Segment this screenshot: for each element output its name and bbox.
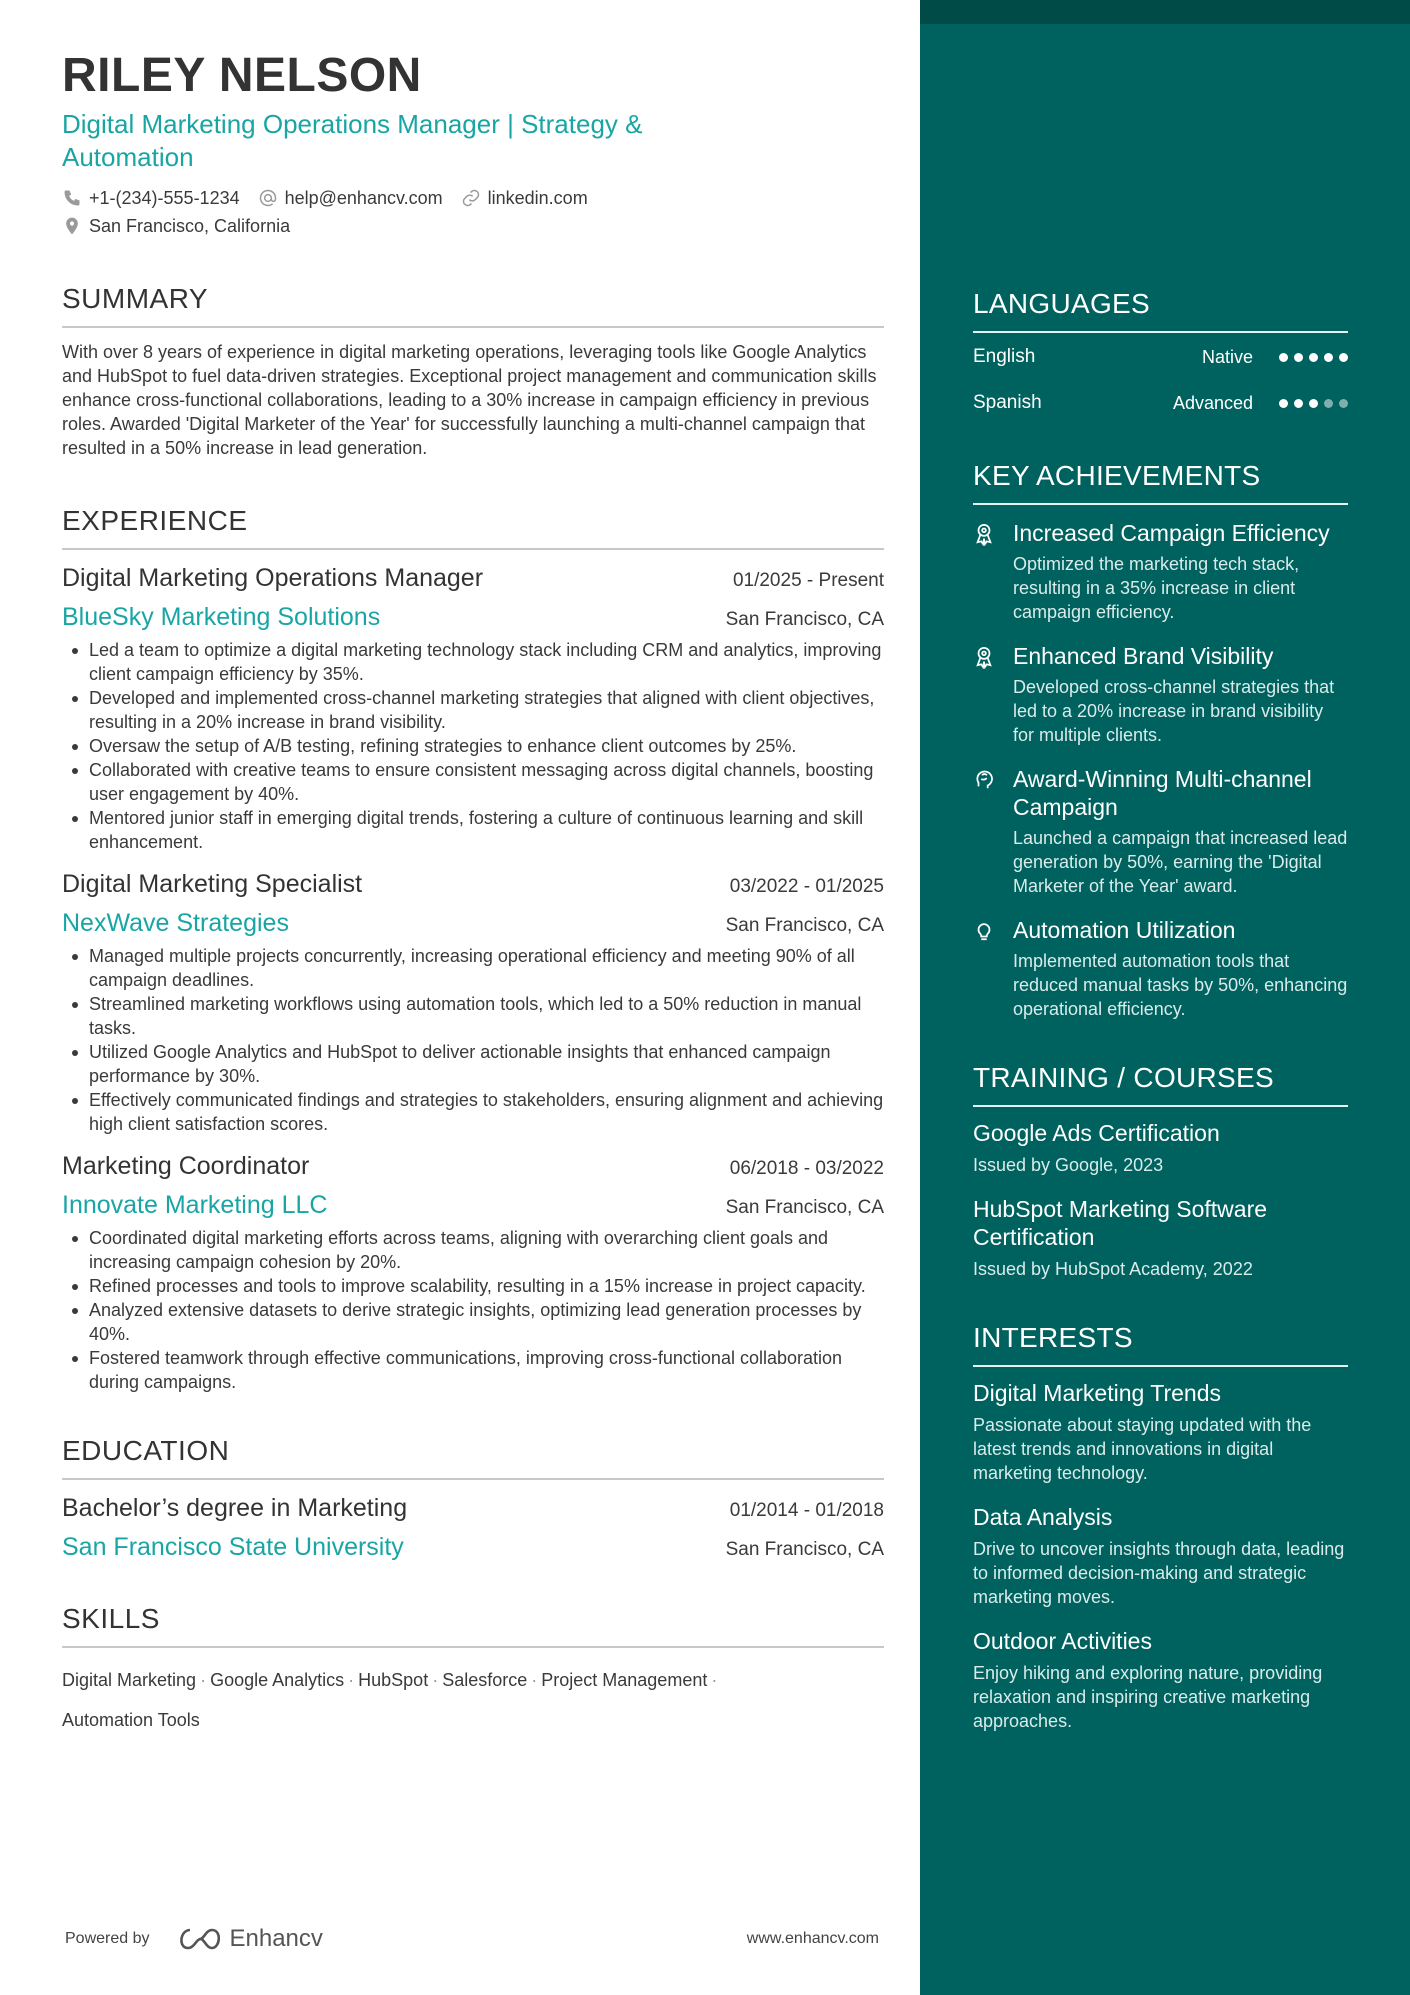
rating-dot-filled	[1339, 353, 1348, 362]
skill-separator: ·	[531, 1670, 538, 1690]
job-location: San Francisco, CA	[725, 1197, 884, 1218]
contact-row	[62, 186, 884, 210]
powered-by-label: Powered by	[65, 1930, 150, 1947]
language-level: Native	[1201, 346, 1253, 367]
language-name: English	[973, 346, 1036, 367]
bullet-item: Collaborated with creative teams to ensure consistent messaging across digital channels, boosting user engagement by 40%.	[62, 758, 884, 806]
achievement-title: Increased Campaign Efficiency	[1013, 520, 1330, 546]
contact-location	[62, 214, 290, 238]
bullet-item: Analyzed extensive datasets to derive strategic insights, optimizing lead generation processes by 40%.	[62, 1298, 884, 1346]
interest-desc: Passionate about staying updated with the latest trends and innovations in digital marketing technology.	[973, 1415, 1312, 1483]
school-name: San Francisco State University	[62, 1533, 404, 1561]
link-icon	[461, 188, 481, 208]
job-entry	[62, 868, 884, 1136]
interest-title: Outdoor Activities	[973, 1628, 1152, 1654]
interest-title: Data Analysis	[973, 1504, 1113, 1530]
footer-website[interactable]: www.enhancv.com	[746, 1930, 879, 1947]
job-bullets	[62, 1226, 884, 1394]
skills-section	[62, 1602, 884, 1740]
rating-dot-empty	[1324, 399, 1333, 408]
brain-icon	[973, 768, 995, 792]
candidate-name: RILEY NELSON	[62, 49, 422, 102]
rating-dot-filled	[1309, 353, 1318, 362]
job-dates: 01/2025 - Present	[732, 570, 884, 591]
job-entry	[62, 562, 884, 854]
contact-email[interactable]	[258, 186, 443, 210]
job-title: Digital Marketing Operations Manager	[62, 564, 484, 592]
at-icon	[258, 188, 278, 208]
candidate-headline: Digital Marketing Operations Manager | Strategy & Automation	[62, 109, 643, 172]
education-section	[62, 1434, 884, 1562]
location-pin-icon	[62, 216, 82, 236]
experience-section	[62, 504, 884, 1394]
sidebar-top-bar	[920, 0, 1410, 24]
bullet-item: Led a team to optimize a digital marketing technology stack including CRM and analytics, improving client campaign efficiency by 35%.	[62, 638, 884, 686]
skill-separator: ·	[432, 1670, 439, 1690]
achievement-desc: Implemented automation tools that reduced manual tasks by 50%, enhancing operational efficiency.	[1013, 951, 1348, 1019]
job-entry	[62, 1150, 884, 1394]
rating-dot-filled	[1294, 399, 1303, 408]
achievement-title: Automation Utilization	[1013, 917, 1236, 943]
skill-separator: ·	[200, 1670, 207, 1690]
experience-title: EXPERIENCE	[62, 504, 884, 550]
achievement-item	[973, 519, 1348, 624]
interest-desc: Drive to uncover insights through data, leading to informed decision-making and strategic marketing moves.	[973, 1539, 1345, 1607]
language-name: Spanish	[973, 392, 1042, 413]
company-name: NexWave Strategies	[62, 909, 289, 937]
achievement-item	[973, 916, 1348, 1021]
interest-desc: Enjoy hiking and exploring nature, providing relaxation and inspiring creative marketing approaches.	[973, 1663, 1323, 1731]
bullet-item: Refined processes and tools to improve scalability, resulting in a 15% increase in project capacity.	[62, 1274, 884, 1298]
interests-section	[973, 1321, 1348, 1733]
language-row	[973, 391, 1348, 415]
phone-icon	[62, 188, 82, 208]
bullet-item: Coordinated digital marketing efforts across teams, aligning with overarching client goals and increasing campaign cohesion by 20%.	[62, 1226, 884, 1274]
sidebar	[920, 0, 1410, 1995]
education-dates: 01/2014 - 01/2018	[729, 1500, 884, 1521]
bullet-item: Managed multiple projects concurrently, increasing operational efficiency and meeting 90% of all campaign deadlines.	[62, 944, 884, 992]
job-dates: 03/2022 - 01/2025	[729, 876, 884, 897]
bullet-item: Utilized Google Analytics and HubSpot to deliver actionable insights that enhanced campaign performance by 30%.	[62, 1040, 884, 1088]
skills-list	[62, 1660, 884, 1740]
language-rating	[1273, 399, 1348, 408]
job-dates: 06/2018 - 03/2022	[729, 1158, 884, 1179]
powered-by	[65, 1925, 323, 1953]
award-icon	[973, 645, 995, 669]
skill-item: Google Analytics	[210, 1670, 345, 1690]
enhancv-logo[interactable]	[176, 1925, 323, 1953]
achievements-title: KEY ACHIEVEMENTS	[973, 459, 1348, 505]
rating-dot-filled	[1294, 353, 1303, 362]
languages-section	[973, 287, 1348, 415]
main-column	[62, 46, 884, 1740]
skills-title: SKILLS	[62, 1602, 884, 1648]
linkedin-text: linkedin.com	[487, 188, 588, 208]
bullet-item: Effectively communicated findings and strategies to stakeholders, ensuring alignment and achieving high client satisfaction scores.	[62, 1088, 884, 1136]
bullet-item: Oversaw the setup of A/B testing, refining strategies to enhance client outcomes by 25%.	[62, 734, 884, 758]
bullet-item: Streamlined marketing workflows using automation tools, which led to a 50% reduction in manual tasks.	[62, 992, 884, 1040]
enhancv-brand: Enhancv	[229, 1925, 323, 1952]
language-rating	[1273, 353, 1348, 362]
course-title: HubSpot Marketing Software Certification	[973, 1196, 1268, 1250]
skill-item: Digital Marketing	[62, 1670, 197, 1690]
phone-text: +1-(234)-555-1234	[89, 188, 240, 208]
location-row	[62, 214, 884, 238]
job-location: San Francisco, CA	[725, 915, 884, 936]
rating-dot-empty	[1339, 399, 1348, 408]
skill-separator: ·	[711, 1670, 718, 1690]
contact-linkedin[interactable]	[461, 186, 588, 210]
course-title: Google Ads Certification	[973, 1120, 1220, 1146]
achievement-item	[973, 642, 1348, 747]
rating-dot-filled	[1324, 353, 1333, 362]
training-section	[973, 1061, 1348, 1281]
language-row	[973, 345, 1348, 369]
enhancv-logo-icon	[176, 1926, 224, 1952]
achievement-desc: Developed cross-channel strategies that led to a 20% increase in brand visibility for multiple clients.	[1013, 677, 1335, 745]
languages-title: LANGUAGES	[973, 287, 1348, 333]
achievement-desc: Launched a campaign that increased lead generation by 50%, earning the 'Digital Marketer of the Year' award.	[1013, 828, 1348, 896]
achievement-title: Enhanced Brand Visibility	[1013, 643, 1274, 669]
job-title: Digital Marketing Specialist	[62, 870, 363, 898]
achievement-title: Award-Winning Multi-channel Campaign	[1013, 766, 1312, 820]
bullet-item: Mentored junior staff in emerging digital trends, fostering a culture of continuous learning and skill enhancement.	[62, 806, 884, 854]
company-name: BlueSky Marketing Solutions	[62, 603, 381, 631]
skill-item: Project Management	[541, 1670, 708, 1690]
job-location: San Francisco, CA	[725, 609, 884, 630]
job-bullets	[62, 944, 884, 1136]
lightbulb-icon	[973, 919, 995, 943]
footer	[65, 1925, 879, 1953]
contact-phone[interactable]	[62, 186, 240, 210]
bullet-item: Fostered teamwork through effective communications, improving cross-functional collaboration during campaigns.	[62, 1346, 884, 1394]
skill-item: Salesforce	[442, 1670, 528, 1690]
location-text: San Francisco, California	[89, 216, 291, 236]
training-title: TRAINING / COURSES	[973, 1061, 1348, 1107]
summary-text: With over 8 years of experience in digital marketing operations, leveraging tools like Google Analytics and HubSpot to fuel data-driven strategies. Exceptional project management and communication skills enhance cross-functional collaborations, leading to a 30% increase in campaign efficiency in previous roles. Awarded 'Digital Marketer of the Year' for successfully launching a multi-channel campaign that resulted in a 50% increase in lead generation.	[62, 342, 877, 458]
email-text: help@enhancv.com	[284, 188, 443, 208]
school-location: San Francisco, CA	[725, 1539, 884, 1560]
bullet-item: Developed and implemented cross-channel marketing strategies that aligned with client objectives, resulting in a 20% increase in brand visibility.	[62, 686, 884, 734]
rating-dot-filled	[1279, 353, 1288, 362]
rating-dot-filled	[1279, 399, 1288, 408]
language-level: Advanced	[1172, 392, 1253, 413]
interests-title: INTERESTS	[973, 1321, 1348, 1367]
job-title: Marketing Coordinator	[62, 1152, 310, 1180]
rating-dot-filled	[1309, 399, 1318, 408]
company-name: Innovate Marketing LLC	[62, 1191, 328, 1219]
degree-name: Bachelor’s degree in Marketing	[62, 1494, 408, 1522]
interest-title: Digital Marketing Trends	[973, 1380, 1221, 1406]
achievement-item	[973, 765, 1348, 898]
course-issuer: Issued by Google, 2023	[973, 1155, 1164, 1175]
summary-title: SUMMARY	[62, 282, 884, 328]
job-bullets	[62, 638, 884, 854]
summary-section	[62, 282, 884, 460]
achievements-section	[973, 459, 1348, 1021]
course-issuer: Issued by HubSpot Academy, 2022	[973, 1259, 1253, 1279]
skill-item: Automation Tools	[62, 1710, 200, 1730]
skill-separator: ·	[348, 1670, 355, 1690]
skill-item: HubSpot	[358, 1670, 429, 1690]
education-title: EDUCATION	[62, 1434, 884, 1480]
achievement-desc: Optimized the marketing tech stack, resulting in a 35% increase in client campaign efficiency.	[1013, 554, 1300, 622]
award-icon	[973, 522, 995, 546]
